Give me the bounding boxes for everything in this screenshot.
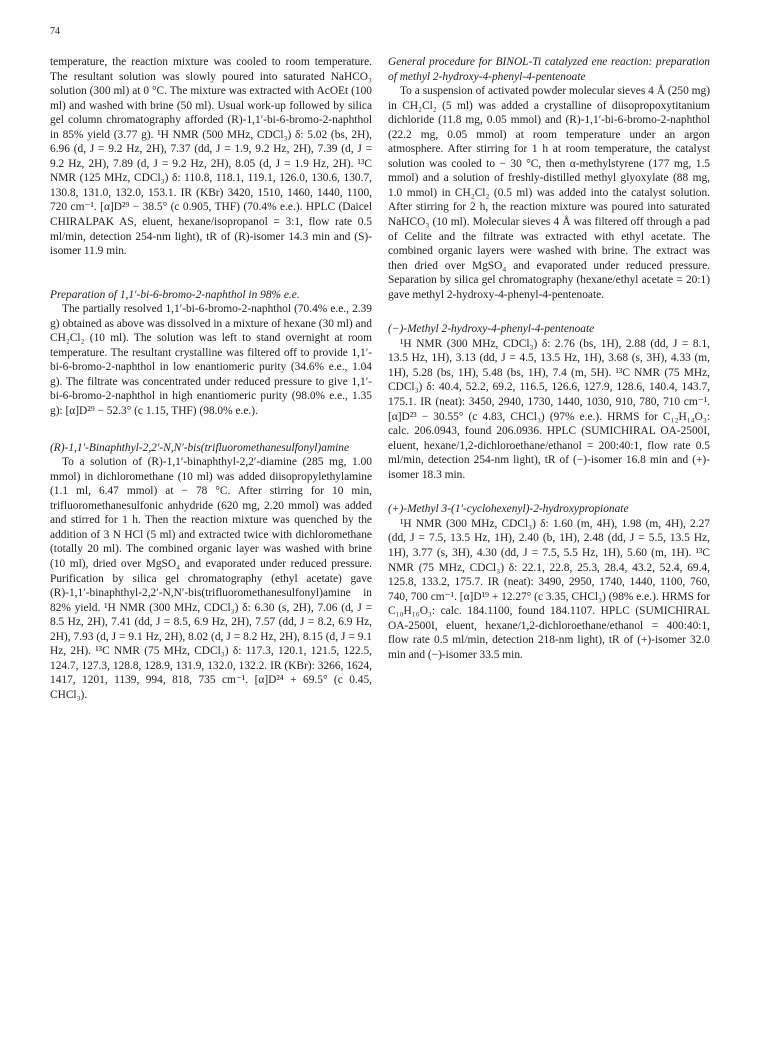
section-body-bromo-naphthol: The partially resolved 1,1′-bi-6-bromo-2-naphthol (70.4% e.e., 2.39 g) obtained as above was dissolved in a mixture of hexane (30 ml) and CH₂Cl₂ (10 ml). The solution was left to stand overnight at room temperature. The resultant crystalline was filtered off to provide 1,1′-bi-6-bromo-2-naphthol in low enantiomeric purity (34.6% e.e., 1.04 g). The filtrate was concentrated under reduced pressure to give 1,1′-bi-6-bromo-2-naphthol in high enantiomeric purity (98.0% e.e., 1.35 g): [α]D²⁹ − 52.3° (c 1.15, THF) (98.0% e.e.). <box>50 303 372 418</box>
left-column <box>50 55 372 702</box>
section-heading-minus-methyl-pentenoate: (−)-Methyl 2-hydroxy-4-phenyl-4-pentenoate <box>388 323 595 336</box>
page-number: 74 <box>50 26 60 37</box>
section-body-plus-methyl-propionate: ¹H NMR (300 MHz, CDCl₃) δ: 1.60 (m, 4H), 1.98 (m, 4H), 2.27 (dd, J = 7.5, 13.5 Hz, 1H), 2.40 (b, 1H), 2.48 (dd, J = 5.5, 13.5 Hz, 1H), 3.77 (s, 3H), 4.30 (dd, J = 7.5, 5.5 Hz, 1H), 5.60 (m, 1H). ¹³C NMR (75 MHz, CDCl₃) δ: 22.1, 22.8, 25.3, 28.4, 43.2, 52.4, 69.4, 125.8, 133.2, 175.7. IR (neat): 3490, 2950, 1740, 1440, 1100, 760, 740, 700 cm⁻¹. [α]D¹⁹ + 12.27° (c 3.35, CHCl₃) (98% e.e.). HRMS for C₁₀H₁₆O₃: calc. 184.1100, found 184.1107. HPLC (SUMICHIRAL OA-2500I, eluent, hexane/1,2-dichloroethane/ethanol = 400:40:1, flow rate 0.5 ml/min, detection 218-nm light), tR of (+)-isomer 32.0 min and (−)-isomer 33.5 min. <box>388 517 710 661</box>
intro-paragraph: temperature, the reaction mixture was cooled to room temperature. The resultant solution was slowly poured into saturated NaHCO₃ solution (300 ml) at 0 °C. The mixture was extracted with AcOEt (100 ml) and washed with brine (50 ml). Usual work-up followed by silica gel column chromatography afforded (R)-1,1′-bi-6-bromo-2-naphthol in 85% yield (3.77 g). ¹H NMR (500 MHz, CDCl₃) δ: 5.02 (bs, 2H), 6.96 (d, J = 9.2 Hz, 2H), 7.37 (dd, J = 1.9, 9.2 Hz, 2H), 7.39 (d, J = 9.2 Hz, 2H), 7.89 (d, J = 9.2 Hz, 2H), 8.05 (d, J = 1.9 Hz, 2H). ¹³C NMR (125 MHz, CDCl₃) δ: 110.8, 118.1, 119.1, 126.0, 130.6, 130.7, 130.8, 131.0, 132.0, 153.1. IR (KBr) 3420, 1510, 1460, 1440, 1100, 720 cm⁻¹. [α]D²⁹ − 38.5° (c 0.905, THF) (70.4% e.e.). HPLC (Daicel CHIRALPAK AS, eluent, hexane/isopropanol = 3:1, flow rate 0.5 ml/min, detection 254-nm light), tR of (R)-isomer 14.3 min and (S)-isomer 11.9 min. <box>50 56 372 258</box>
section-body-minus-methyl-pentenoate: ¹H NMR (300 MHz, CDCl₃) δ: 2.76 (bs, 1H), 2.88 (dd, J = 8.1, 13.5 Hz, 1H), 3.13 (dd, J = 4.5, 13.5 Hz, 1H), 3.68 (s, 3H), 4.33 (m, 1H), 5.28 (bs, 1H), 5.48 (bs, 1H), 7.4 (m, 5H). ¹³C NMR (75 MHz, CDCl₃) δ: 40.4, 52.2, 69.2, 116.5, 126.6, 127.9, 128.6, 140.4, 143.7, 175.1. IR (neat): 3450, 2940, 1730, 1440, 1030, 910, 780, 710 cm⁻¹. [α]D²³ − 30.55° (c 4.83, CHCl₃) (97% e.e.). HRMS for C₁₂H₁₄O₃: calc. 206.0943, found 206.0936. HPLC (SUMICHIRAL OA-2500I, eluent, hexane/1,2-dichloroethane/ethanol = 200:40:1, flow rate 0.5 ml/min, detection 254-nm light), tR of (−)-isomer 16.8 min and (+)-isomer 18.3 min. <box>388 337 710 481</box>
section-body-binaphthyl-amine: To a solution of (R)-1,1′-binaphthyl-2,2′-diamine (285 mg, 1.00 mmol) in dichloromethane (10 ml) was added diisopropylethylamine (1.1 ml, 6.47 mmol) at − 78 °C. After stirring for 10 min, trifluoromethanesulfonic anhydride (620 mg, 2.20 mmol) was added and stirred for 1 h. Then the reaction mixture was quenched by the addition of 3 N HCl (5 ml) and extracted twice with dichloromethane (totally 20 ml). The combined organic layer was washed with brine (10 ml), dried over MgSO₄ and evaporated under reduced pressure. Purification by silica gel chromatography (ethyl acetate) gave (R)-1,1′-binaphthyl-2,2′-N,N′-bis(trifluoromethanesulfonyl)amine in 82% yield. ¹H NMR (300 MHz, CDCl₃) δ: 6.30 (s, 2H), 7.06 (d, J = 8.5 Hz, 2H), 7.41 (dd, J = 8.5, 6.9 Hz, 2H), 7.57 (dd, J = 8.2, 6.9 Hz, 2H), 7.93 (d, J = 9.1 Hz, 2H), 8.02 (d, J = 8.2 Hz, 2H), 8.15 (d, J = 9.1 Hz, 2H). ¹³C NMR (75 MHz, CDCl₃) δ: 117.3, 120.1, 121.5, 122.5, 124.7, 127.3, 128.8, 128.9, 131.9, 132.0, 132.2. IR (KBr): 3266, 1624, 1417, 1201, 1139, 994, 818, 735 cm⁻¹. [α]D²⁴ + 69.5° (c 0.45, CHCl₃). <box>50 456 372 701</box>
section-heading-bromo-naphthol: Preparation of 1,1′-bi-6-bromo-2-naphthol in 98% e.e. <box>50 288 300 301</box>
section-heading-general-procedure: General procedure for BINOL-Ti catalyzed ene reaction: preparation of methyl 2-hydroxy-4-phenyl-4-pentenoate <box>388 56 710 83</box>
section-body-general-procedure: To a suspension of activated powder molecular sieves 4 Å (250 mg) in CH₂Cl₂ (5 ml) was added a crystalline of diisopropoxytitanium dichloride (11.8 mg, 0.05 mmol) and (R)-1,1′-bi-6-bromo-2-naphthol (22.2 mg, 0.05 mmol) at room temperature under an argon atmosphere. After stirring for 1 h at room temperature, the catalyst solution was cooled to − 30 °C, then α-methylstyrene (177 mg, 1.5 mmol) and a solution of freshly-distilled methyl glyoxylate (88 mg, 1.0 mmol) in CH₂Cl₂ (0.5 ml) was added into the catalyst solution. After stirring for 2 h, the reaction mixture was poured into saturated NaHCO₃ (10 ml). Molecular sieves 4 Å was filtered off through a pad of Celite and the filtrate was extracted with ethyl acetate. The combined organic layers were washed with brine. The extract was then dried over MgSO₄ and evaporated under reduced pressure. Separation by silica gel chromatography (hexane/ethyl acetate = 20:1) gave methyl 2-hydroxy-4-phenyl-4-pentenoate. <box>388 85 710 301</box>
right-column <box>388 55 710 662</box>
section-heading-binaphthyl-amine: (R)-1,1′-Binaphthyl-2,2′-N,N′-bis(trifluoromethanesulfonyl)amine <box>50 441 350 454</box>
section-heading-plus-methyl-propionate: (+)-Methyl 3-(1′-cyclohexenyl)-2-hydroxypropionate <box>388 503 629 516</box>
